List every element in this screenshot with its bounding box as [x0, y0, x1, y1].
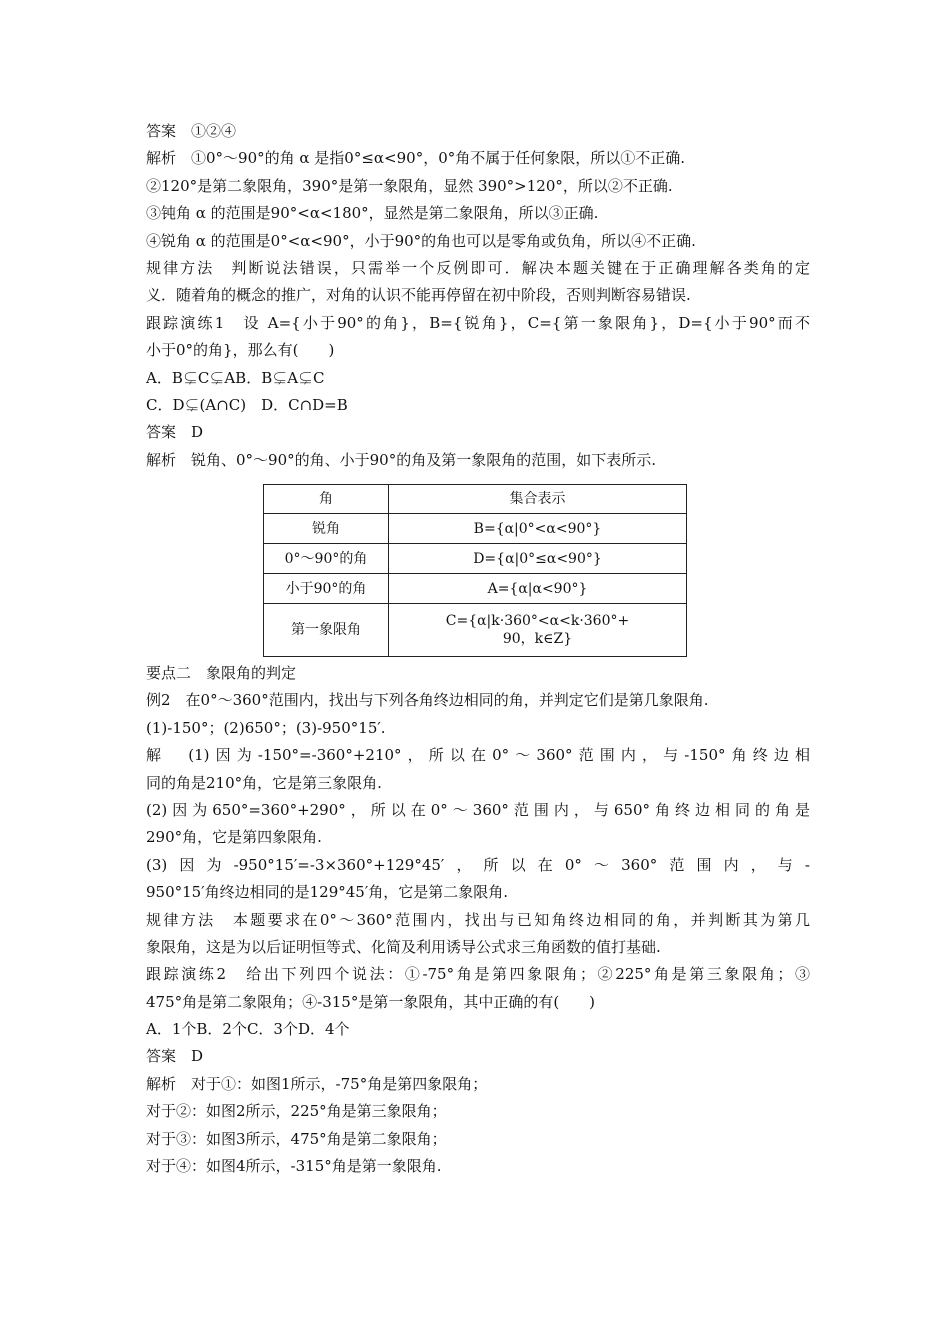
- method-line: 规律方法 本题要求在0°～360°范围内，找出与已知角终边相同的角，并判断其为第几: [146, 910, 810, 929]
- option-line: A．1个B．2个C．3个D．4个: [146, 1020, 350, 1039]
- analysis-line: 对于④：如图4所示，-315°角是第一象限角.: [146, 1157, 442, 1176]
- table-row: [264, 544, 687, 574]
- option-line: C．D⊊(A∩C) D．C∩D=B: [146, 395, 348, 414]
- table-cell: D={α|0°≤α<90°}: [389, 544, 687, 574]
- table-cell: [389, 604, 687, 657]
- table-cell: B={α|0°<α<90°}: [389, 514, 687, 544]
- analysis-line: 对于③：如图3所示，475°角是第二象限角；: [146, 1129, 447, 1148]
- method-line: 义．随着角的概念的推广，对角的认识不能再停留在初中阶段，否则判断容易错误.: [146, 286, 691, 305]
- table-cell-line: 90，k∈Z}: [502, 631, 573, 647]
- table-header-row: [264, 485, 687, 514]
- analysis-line: ②120°是第二象限角，390°是第一象限角，显然 390°>120°，所以②不正确.: [146, 176, 673, 195]
- method-line: 规律方法 判断说法错误，只需举一个反例即可．解决本题关键在于正确理解各类角的定: [146, 258, 810, 277]
- solution-line: (2)因为650°=360°+290°，所以在0°～360°范围内，与650°角终边相同的角是: [146, 800, 810, 819]
- analysis-line: 解析 锐角、0°～90°的角、小于90°的角及第一象限角的范围，如下表所示.: [146, 450, 656, 469]
- table-header: 集合表示: [389, 485, 687, 514]
- table-row: [264, 514, 687, 544]
- table-cell: A={α|α<90°}: [389, 574, 687, 604]
- exercise-line: 小于0°的角}，那么有( ): [146, 341, 335, 360]
- option-line: A．B⊊C⊊AB．B⊊A⊊C: [146, 368, 325, 387]
- angle-set-table: [263, 484, 687, 657]
- solution-line: 950°15′角终边相同的是129°45′角，它是第二象限角.: [146, 883, 509, 902]
- table-row: [264, 604, 687, 657]
- section-heading: 要点二 象限角的判定: [146, 664, 297, 682]
- method-line: 象限角，这是为以后证明恒等式、化简及利用诱导公式求三角函数的值打基础.: [146, 937, 661, 956]
- table-cell: 锐角: [264, 514, 389, 544]
- analysis-line: 对于②：如图2所示，225°角是第三象限角；: [146, 1102, 447, 1121]
- answer-line: 答案 ①②④: [146, 122, 237, 140]
- analysis-line: 解析 对于①：如图1所示，-75°角是第四象限角；: [146, 1074, 488, 1093]
- table-cell-line: C={α|k·360°<α<k·360°+: [445, 613, 630, 629]
- example-line: (1)-150°；(2)650°；(3)-950°15′.: [146, 718, 386, 737]
- document-part-1: [146, 118, 810, 474]
- solution-line: (3)因为-950°15′=-3×360°+129°45′，所以在0°～360°范围内，与-: [146, 855, 810, 874]
- analysis-line: ③钝角 α 的范围是90°<α<180°，显然是第二象限角，所以③正确.: [146, 204, 599, 223]
- analysis-line: ④锐角 α 的范围是0°<α<90°，小于90°的角也可以是零角或负角，所以④不正确.: [146, 231, 696, 250]
- solution-line: 290°角，它是第四象限角.: [146, 828, 322, 847]
- table-row: [264, 574, 687, 604]
- solution-line: 解 (1)因为-150°=-360°+210°，所以在0°～360°范围内，与-150°角终边相: [146, 746, 810, 765]
- table-cell: 第一象限角: [264, 604, 389, 657]
- document-part-2: [146, 660, 810, 1180]
- exercise-line: 跟踪演练2 给出下列四个说法：①-75°角是第四象限角；②225°角是第三象限角；③: [146, 965, 810, 984]
- exercise-line: 475°角是第二象限角；④-315°是第一象限角，其中正确的有( ): [146, 992, 596, 1011]
- answer-line: 答案 D: [146, 1047, 204, 1066]
- table-header: 角: [264, 485, 389, 514]
- table-cell: 小于90°的角: [264, 574, 389, 604]
- table-cell: 0°～90°的角: [264, 544, 389, 574]
- example-line: 例2 在0°～360°范围内，找出与下列各角终边相同的角，并判定它们是第几象限角.: [146, 691, 709, 710]
- exercise-line: 跟踪演练1 设 A={小于90°的角}，B={锐角}，C={第一象限角}，D={小于90°而不: [146, 313, 810, 332]
- solution-line: 同的角是210°角，它是第三象限角.: [146, 773, 382, 792]
- analysis-line: 解析 ①0°～90°的角 α 是指0°≤α<90°，0°角不属于任何象限，所以①不正确.: [146, 149, 686, 168]
- answer-line: 答案 D: [146, 423, 204, 442]
